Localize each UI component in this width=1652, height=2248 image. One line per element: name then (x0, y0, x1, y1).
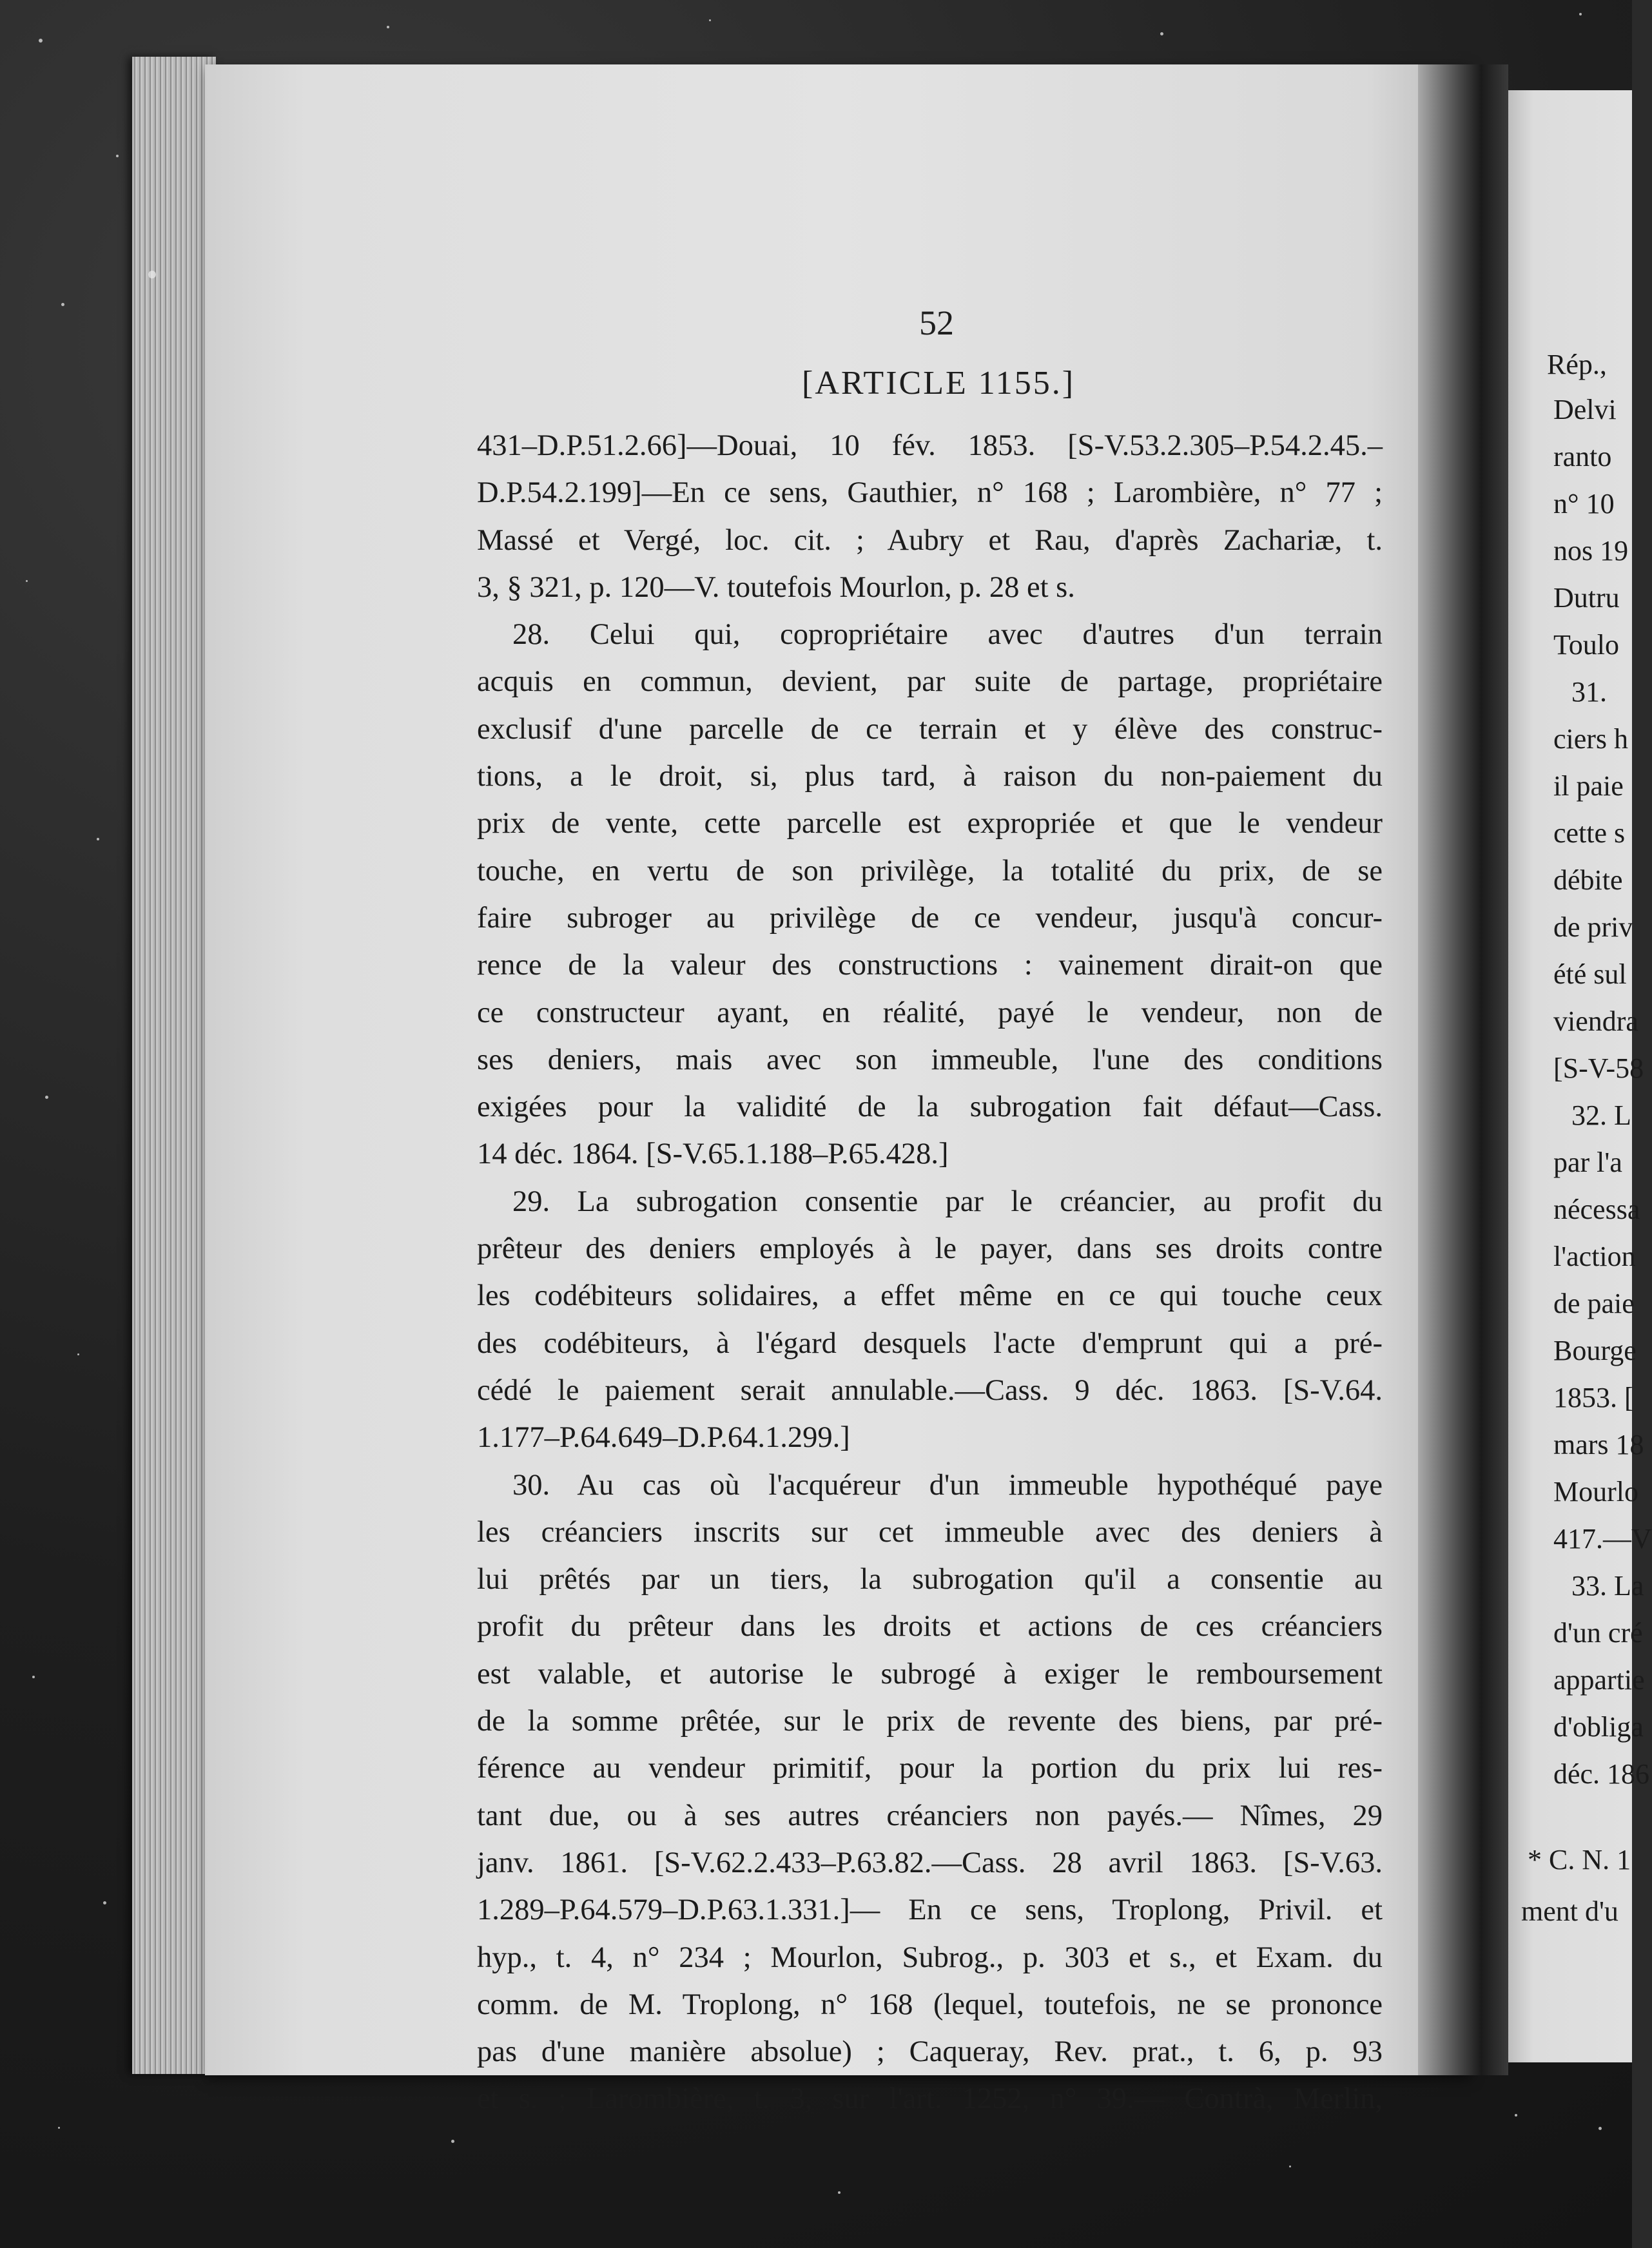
text-line: ce constructeur ayant, en réalité, payé le vendeur, non de (477, 996, 1383, 1029)
book-gutter (1418, 64, 1508, 2075)
text-line: janv. 1861. [S-V.62.2.433–P.63.82.—Cass. 28 avril 1863. [S-V.63. (477, 1846, 1383, 1879)
opposite-page-line: d'un cré (1553, 1617, 1643, 1649)
dust-speck (1599, 2127, 1602, 2130)
dust-speck (39, 39, 43, 43)
dust-speck (77, 1353, 79, 1355)
text-line: prix de vente, cette parcelle est expropriée et que le vendeur (477, 807, 1383, 840)
opposite-page-line: n° 10 (1553, 488, 1615, 519)
dust-speck (1160, 32, 1163, 35)
paragraph-start-29: 29. La subrogation consentie par le créancier, au profit du (512, 1185, 1383, 1218)
opposite-page-line: l'action (1553, 1241, 1636, 1272)
opposite-page-line: ranto (1553, 441, 1612, 472)
opposite-page-line: 33. La (1571, 1570, 1644, 1602)
dust-speck (838, 2191, 841, 2194)
text-line: les créanciers inscrits sur cet immeuble avec des deniers à (477, 1515, 1383, 1549)
text-line: acquis en commun, devient, par suite de partage, propriétaire (477, 665, 1383, 699)
opposite-page-line: déc. 186 (1553, 1758, 1650, 1790)
text-line: Massé et Vergé, loc. cit. ; Aubry et Rau, d'après Zachariæ, t. (477, 523, 1383, 557)
opposite-page-line: 31. (1571, 676, 1607, 708)
text-line: tant due, ou à ses autres créanciers non payés.— Nîmes, 29 (477, 1799, 1383, 1832)
dust-speck (1289, 2166, 1291, 2167)
dust-speck (45, 1096, 48, 1099)
text-line: touche, en vertu de son privilège, la totalité du prix, de se (477, 854, 1383, 887)
opposite-page-line: 1853. [ (1553, 1382, 1634, 1413)
opposite-page-line: d'obliga (1553, 1711, 1644, 1743)
text-line: 1.177–P.64.649–D.P.64.1.299.] (477, 1421, 850, 1455)
opposite-page-line: nos 19 (1553, 535, 1629, 567)
opposite-page-line: 32. L (1571, 1100, 1631, 1131)
book-page-edges (132, 57, 216, 2074)
paragraph-start-30: 30. Au cas où l'acquéreur d'un immeuble hypothéqué paye (512, 1468, 1383, 1502)
dust-speck (97, 838, 99, 840)
text-line: exigées pour la validité de la subrogation fait défaut—Cass. (477, 1090, 1383, 1124)
text-line: prêteur des deniers employés à le payer, dans ses droits contre (477, 1232, 1383, 1266)
dust-speck (709, 19, 711, 21)
text-line: ses deniers, mais avec son immeuble, l'une des conditions (477, 1043, 1383, 1076)
text-line: 14 déc. 1864. [S-V.65.1.188–P.65.428.] (477, 1138, 949, 1171)
opposite-page-text (1508, 90, 1652, 2062)
dust-speck (116, 155, 119, 157)
text-line: tions, a le droit, si, plus tard, à raison du non-paiement du (477, 760, 1383, 793)
text-line: faire subroger au privilège de ce vendeur, jusqu'à concur- (477, 901, 1383, 935)
opposite-page-line: [S-V-58 (1553, 1052, 1644, 1084)
dust-speck (451, 2140, 454, 2143)
text-line: des codébiteurs, à l'égard desquels l'acte d'emprunt qui a pré- (477, 1326, 1383, 1360)
text-line: 1.289–P.64.579–D.P.63.1.331.]— En ce sens, Troplong, Privil. et (477, 1894, 1383, 1927)
text-line: rence de la valeur des constructions : vainement dirait-on que (477, 949, 1383, 982)
opposite-page-line: ciers h (1553, 723, 1629, 755)
opposite-page-line: Rép., (1547, 349, 1607, 380)
dust-speck (148, 271, 156, 278)
opposite-page-line: Toulo (1553, 629, 1620, 661)
text-line: profit du prêteur dans les droits et actions de ces créanciers (477, 1610, 1383, 1643)
paragraph-start-28: 28. Celui qui, copropriétaire avec d'autres d'un terrain (512, 618, 1383, 652)
opposite-page-line: * C. N. 1 (1528, 1844, 1631, 1875)
text-line: comm. de M. Troplong, n° 168 (lequel, toutefois, ne se prononce (477, 1988, 1383, 2021)
text-line: de la somme prêtée, sur le prix de revente des biens, par pré- (477, 1705, 1383, 1738)
text-line: 3, § 321, p. 120—V. toutefois Mourlon, p. 28 et s. (477, 570, 1075, 604)
opposite-page-line: appartie (1553, 1664, 1645, 1696)
opposite-page-line: ment d'u (1521, 1895, 1618, 1927)
text-line: pas d'une manière absolue) ; Caqueray, Rev. prat., t. 6, p. 93 (477, 2035, 1383, 2069)
dust-speck (26, 580, 28, 582)
page-number: 52 (919, 304, 954, 342)
text-line: hyp., t. 4, n° 234 ; Mourlon, Subrog., p. 303 et s., et Exam. du (477, 1941, 1383, 1974)
opposite-page-line: Mourlo (1553, 1476, 1638, 1507)
opposite-page (1508, 90, 1652, 2062)
text-line: lui prêtés par un tiers, la subrogation qu'il a consentie au (477, 1563, 1383, 1596)
opposite-page-line: viendra (1553, 1005, 1638, 1037)
opposite-page-line: nécessa (1553, 1194, 1640, 1225)
text-line: les codébiteurs solidaires, a effet même en ce qui touche ceux (477, 1279, 1383, 1313)
opposite-page-line: été sul (1553, 958, 1627, 990)
opposite-page-line: 417.—V (1553, 1523, 1652, 1555)
text-line: D.P.54.2.199]—En ce sens, Gauthier, n° 168 ; Larombière, n° 77 ; (477, 476, 1383, 510)
dust-speck (387, 26, 389, 28)
dust-speck (103, 1901, 106, 1904)
dust-speck (58, 2127, 60, 2129)
body-text (477, 422, 1383, 2123)
opposite-page-line: cette s (1553, 817, 1626, 849)
text-line: 431–D.P.51.2.66]—Douai, 10 fév. 1853. [S-V.53.2.305–P.54.2.45.– (477, 429, 1383, 462)
opposite-page-line: mars 18 (1553, 1429, 1644, 1460)
dust-speck (61, 303, 64, 306)
text-line: est valable, et autorise le subrogé à exiger le remboursement (477, 1657, 1383, 1691)
dust-speck (1579, 13, 1582, 15)
dust-speck (32, 1676, 35, 1678)
opposite-page-line: par l'a (1553, 1147, 1622, 1178)
text-line: et s. ; Larombière, t. 3, sur l'art. 1252, n° 39.— Contrà, Merlin, (477, 2082, 1383, 2116)
opposite-page-line: débite (1553, 864, 1623, 896)
opposite-page-line: Dutru (1553, 582, 1620, 614)
opposite-page-line: Delvi (1553, 394, 1617, 425)
text-line: férence au vendeur primitif, pour la portion du prix lui res- (477, 1752, 1383, 1785)
text-line: cédé le paiement serait annulable.—Cass. 9 déc. 1863. [S-V.64. (477, 1373, 1383, 1407)
opposite-page-line: il paie (1553, 770, 1624, 802)
opposite-page-line: Bourge (1553, 1335, 1637, 1366)
opposite-page-line: de paie (1553, 1288, 1635, 1319)
text-line: exclusif d'une parcelle de ce terrain et y élève des construc- (477, 712, 1383, 746)
opposite-page-line: de priv (1553, 911, 1633, 943)
dust-speck (1515, 2114, 1517, 2117)
running-head: [ARTICLE 1155.] (802, 365, 1076, 402)
